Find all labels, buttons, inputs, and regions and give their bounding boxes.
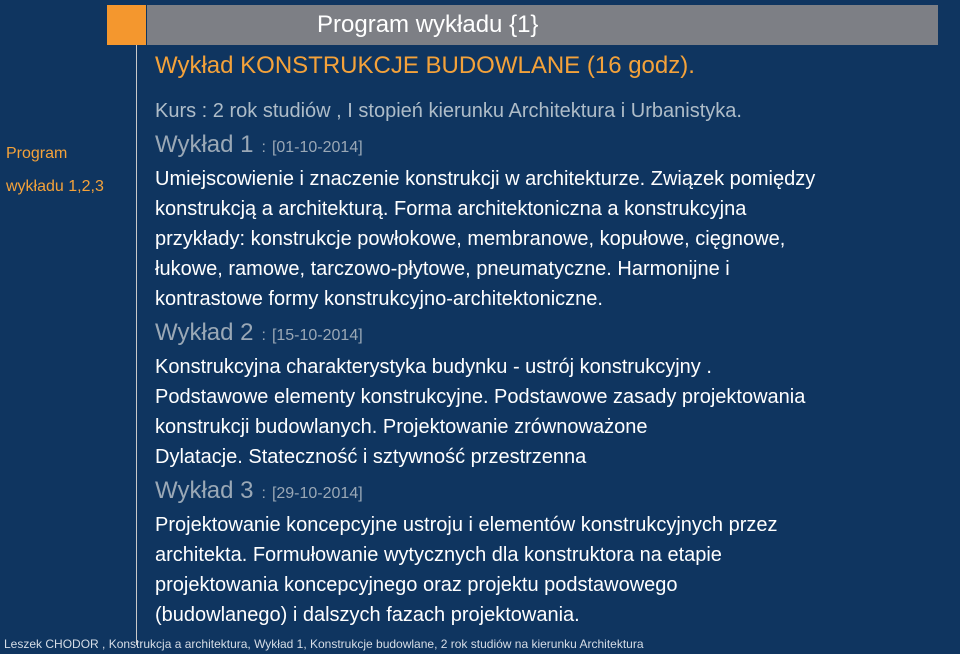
lecture-1-line: przykłady: konstrukcje powłokowe, membranowe, kopułowe, cięgnowe, [155, 228, 786, 250]
lecture-1-heading [155, 129, 955, 161]
lecture-2-line: konstrukcji budowlanych. Projektowanie zrównoważone [155, 416, 648, 438]
content-area [155, 96, 955, 630]
lecture-3-line: projektowania koncepcyjnego oraz projektu podstawowego [155, 574, 678, 596]
lecture-date: [29-10-2014] [271, 485, 363, 502]
lecture-separator: : [261, 139, 266, 156]
lecture-title: Wykład 2 [155, 319, 254, 346]
lecture-title: Wykład 3 [155, 477, 254, 504]
lecture-2-line: Podstawowe elementy konstrukcyjne. Podstawowe zasady projektowania [155, 386, 806, 408]
lecture-3-line: architekta. Formułowanie wytycznych dla konstruktora na etapie [155, 544, 722, 566]
lecture-1-line: kontrastowe formy konstrukcyjno-architektoniczne. [155, 288, 603, 310]
lecture-3-heading [155, 475, 955, 507]
sidebar-label-program: Program [6, 145, 68, 162]
footer-credits: Leszek CHODOR , Konstrukcja a architektura, Wykład 1, Konstrukcje budowlane, 2 rok studiów na kierunku Architektura [4, 637, 644, 651]
lecture-1-line: konstrukcją a architekturą. Forma architektoniczna a konstrukcyjna [155, 198, 747, 220]
lecture-3-line: Projektowanie koncepcyjne ustroju i elementów konstrukcyjnych przez [155, 514, 778, 536]
lecture-separator: : [261, 327, 266, 344]
title-bar [147, 5, 938, 45]
lecture-2-line: Dylatacje. Stateczność i sztywność przestrzenna [155, 446, 587, 468]
subtitle: Wykład KONSTRUKCJE BUDOWLANE (16 godz). [155, 52, 695, 79]
lecture-date: [01-10-2014] [271, 139, 363, 156]
lecture-3-line: (budowlanego) i dalszych fazach projektowania. [155, 604, 580, 626]
lecture-1-line: Umiejscowienie i znaczenie konstrukcji w architekturze. Związek pomiędzy [155, 168, 816, 190]
lecture-2-line: Konstrukcyjna charakterystyka budynku - ustrój konstrukcyjny . [155, 356, 712, 378]
page-title: Program wykładu {1} [317, 11, 539, 38]
vertical-divider [136, 45, 137, 645]
lecture-1-line: łukowe, ramowe, tarczowo-płytowe, pneumatyczne. Harmonijne i [155, 258, 730, 280]
lecture-date: [15-10-2014] [271, 327, 363, 344]
lecture-title: Wykład 1 [155, 131, 254, 158]
lecture-2-heading [155, 317, 955, 349]
course-info: Kurs : 2 rok studiów , I stopień kierunku Architektura i Urbanistyka. [155, 100, 742, 122]
sidebar-label-lectures: wykładu 1,2,3 [6, 178, 104, 195]
lecture-separator: : [261, 485, 266, 502]
orange-accent-square [107, 5, 146, 45]
